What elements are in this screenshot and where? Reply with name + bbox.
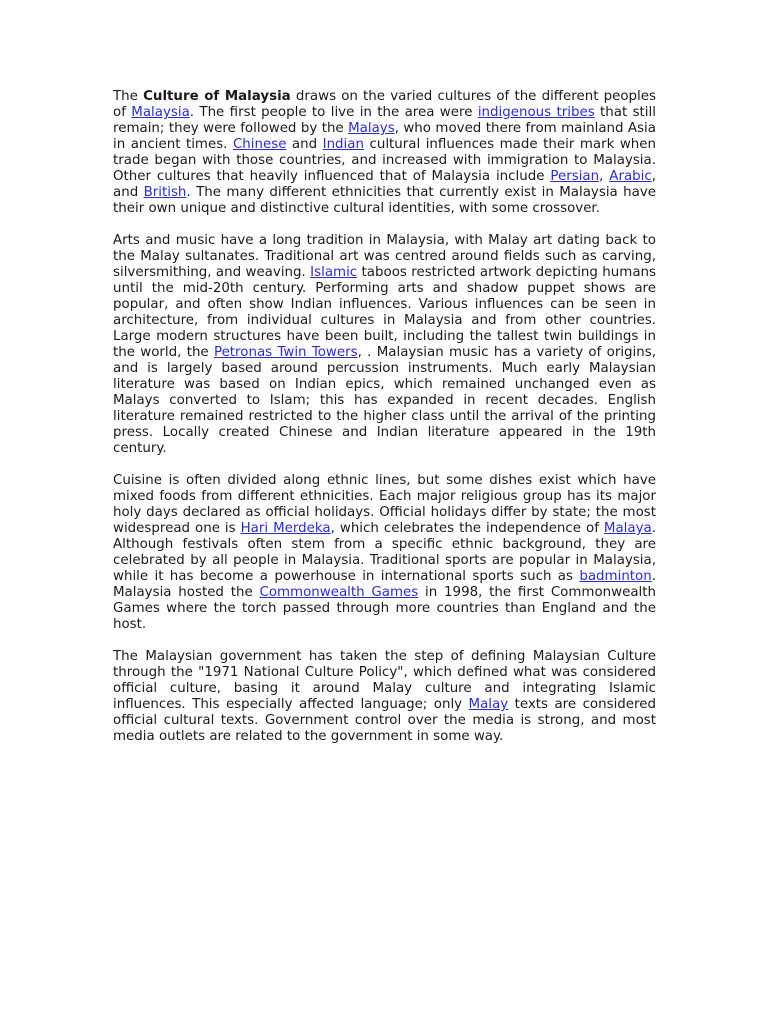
text-run: , which celebrates the independence of bbox=[330, 521, 604, 536]
text-run: Cuisine is often divided along ethnic lines, but some dishes exist which have mixed foods from different ethnicities. Each major religious group has its major holy days declared as official holidays. Official holidays differ by state; the most widespread one is bbox=[113, 473, 656, 536]
link-indian[interactable]: Indian bbox=[322, 137, 364, 152]
paragraph-intro bbox=[113, 89, 656, 217]
text-run: . Malaysia hosted the bbox=[113, 569, 656, 600]
text-run: texts are considered official cultural texts. Government control over the media is strong, and most media outlets are related to the government in some way. bbox=[113, 697, 656, 744]
link-arabic[interactable]: Arabic bbox=[609, 169, 652, 184]
link-indigenous-tribes[interactable]: indigenous tribes bbox=[477, 105, 595, 120]
text-run: cultural influences made their mark when trade began with those countries, and increased with immigration to Malaysia. Other cultures that heavily influenced that of Malaysia include bbox=[113, 137, 656, 184]
paragraph-arts-music bbox=[113, 233, 656, 457]
link-persian[interactable]: Persian bbox=[550, 169, 600, 184]
text-run: in 1998, the first Commonwealth Games where the torch passed through more countries than England and the host. bbox=[113, 585, 656, 632]
text-run: that still remain; they were followed by the bbox=[113, 105, 656, 136]
text-run: , bbox=[599, 169, 610, 184]
link-hari-merdeka[interactable]: Hari Merdeka bbox=[240, 521, 331, 536]
link-badminton[interactable]: badminton bbox=[579, 569, 652, 584]
link-petronas-twin-towers[interactable]: Petronas Twin Towers bbox=[213, 345, 358, 360]
text-run: , . Malaysian music has a variety of origins, and is largely based around percussion instruments. Much early Malaysian literature was based on Indian epics, which remained unchanged even as Malays converted to Islam; this has expanded in recent decades. English literature remained restricted to the higher class until the arrival of the printing press. Locally created Chinese and Indian literature appeared in the 19th century. bbox=[113, 345, 656, 456]
link-malays[interactable]: Malays bbox=[348, 121, 395, 136]
link-malay[interactable]: Malay bbox=[468, 697, 509, 712]
link-commonwealth-games[interactable]: Commonwealth Games bbox=[259, 585, 419, 600]
text-run: Arts and music have a long tradition in Malaysia, with Malay art dating back to the Malay sultanates. Traditional art was centred around fields such as carving, silversmithing, and weaving. bbox=[113, 233, 656, 280]
text-run: taboos restricted artwork depicting humans until the mid-20th century. Performing arts and shadow puppet shows are popular, and often show Indian influences. Various influences can be seen in architecture, from individual cultures in Malaysia and from other countries. Large modern structures have been built, including the tallest twin buildings in the world, the bbox=[113, 265, 656, 360]
text-run: . The first people to live in the area were bbox=[189, 105, 478, 120]
text-run: draws on the varied cultures of the different peoples of bbox=[113, 89, 656, 120]
link-chinese[interactable]: Chinese bbox=[232, 137, 287, 152]
text-run: and bbox=[286, 137, 323, 152]
paragraph-cuisine-holidays bbox=[113, 473, 656, 633]
text-run: , and bbox=[113, 169, 657, 200]
article-subject-bold: Culture of Malaysia bbox=[143, 89, 291, 104]
link-british[interactable]: British bbox=[143, 185, 187, 200]
link-malaysia[interactable]: Malaysia bbox=[131, 105, 190, 120]
text-run: The Malaysian government has taken the step of defining Malaysian Culture through the "1971 National Culture Policy", which defined what was considered official culture, basing it around Malay culture and integrating Islamic influences. This especially affected language; only bbox=[113, 649, 656, 712]
link-malaya[interactable]: Malaya bbox=[603, 521, 652, 536]
text-run: . Although festivals often stem from a specific ethnic background, they are celebrated by all people in Malaysia. Traditional sports are popular in Malaysia, while it has become a powerhouse in international sports such as bbox=[113, 521, 656, 584]
text-run: , who moved there from mainland Asia in ancient times. bbox=[113, 121, 656, 152]
paragraph-government-policy bbox=[113, 649, 656, 745]
text-run: . The many different ethnicities that currently exist in Malaysia have their own unique and distinctive cultural identities, with some crossover. bbox=[113, 185, 656, 216]
link-islamic[interactable]: Islamic bbox=[310, 265, 358, 280]
text-run: The bbox=[113, 89, 144, 104]
document-body bbox=[113, 89, 656, 761]
